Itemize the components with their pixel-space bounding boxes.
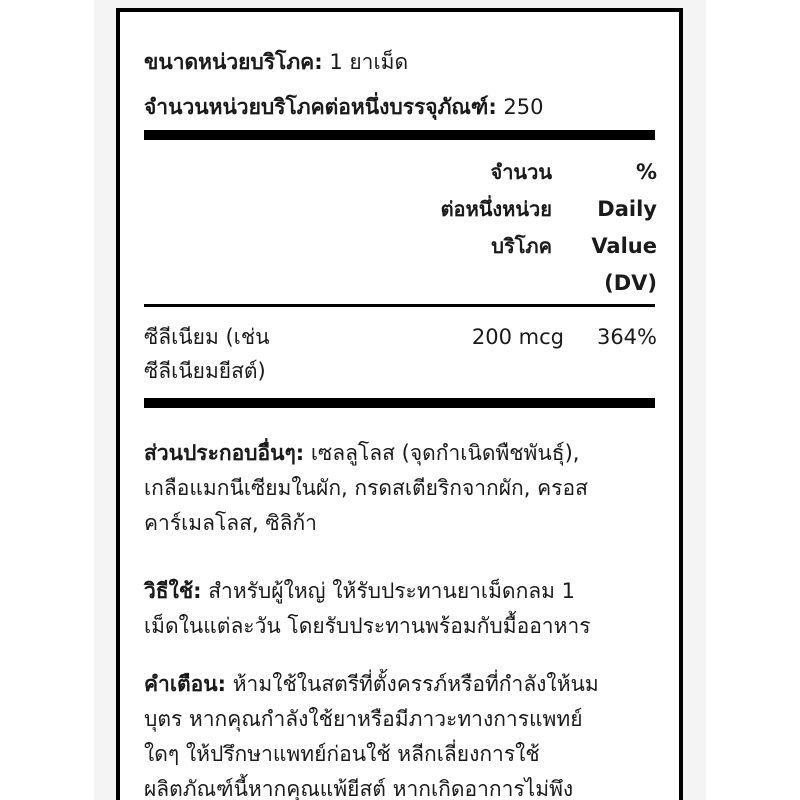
dv-header-line: Value bbox=[591, 234, 657, 258]
other-ingredients-section bbox=[144, 436, 655, 541]
nutrient-amount: 200 mcg bbox=[471, 325, 564, 349]
directions-section bbox=[144, 574, 655, 644]
directions-text: เม็ดในแต่ละวัน โดยรับประทานพร้อมกับมื้ออาหาร bbox=[144, 614, 591, 638]
nutrient-daily-value: 364% bbox=[596, 325, 657, 349]
serving-size-label: ขนาดหน่วยบริโภค: bbox=[144, 50, 323, 74]
other-ingredients-text: เซลลูโลส (จุดกำเนิดพืชพันธุ์), bbox=[310, 441, 580, 465]
servings-per-container-line bbox=[144, 94, 544, 120]
serving-size-value: 1 ยาเม็ด bbox=[329, 50, 409, 74]
thick-divider-top bbox=[144, 130, 655, 140]
warning-label: คำเตือน: bbox=[144, 672, 227, 696]
nutrient-name-line: ซีลีเนียมยีสต์) bbox=[144, 359, 266, 383]
amount-header-line: ต่อหนึ่งหน่วย bbox=[440, 197, 552, 221]
other-ingredients-label: ส่วนประกอบอื่นๆ: bbox=[144, 441, 305, 465]
supplement-facts-panel bbox=[116, 8, 683, 800]
thick-divider-bottom bbox=[144, 398, 655, 408]
dv-header-line: Daily bbox=[597, 197, 657, 221]
servings-per-container-label: จำนวนหน่วยบริโภคต่อหนึ่งบรรจุภัณฑ์: bbox=[144, 95, 497, 119]
warning-text: ผลิตภัณฑ์นี้หากคุณแพ้ยีสต์ หากเกิดอาการไม่พึง bbox=[144, 777, 574, 800]
warning-section bbox=[144, 667, 655, 800]
nutrient-name bbox=[144, 320, 344, 388]
header-divider bbox=[144, 304, 655, 307]
other-ingredients-text: เกลือแมกนีเซียมในผัก, กรดสเตียริกจากผัก, ครอส bbox=[144, 476, 588, 500]
warning-text: ห้ามใช้ในสตรีที่ตั้งครรภ์หรือที่กำลังให้นม bbox=[232, 672, 599, 696]
amount-header-line: บริโภค bbox=[491, 234, 552, 258]
directions-label: วิธีใช้: bbox=[144, 579, 202, 603]
warning-text: บุตร หากคุณกำลังใช้ยาหรือมีภาวะทางการแพทย์ bbox=[144, 707, 583, 731]
dv-header-line: (DV) bbox=[604, 271, 657, 295]
dv-header-line: % bbox=[635, 160, 657, 184]
daily-value-header bbox=[552, 154, 657, 302]
servings-per-container-value: 250 bbox=[503, 95, 544, 119]
amount-header-line: จำนวน bbox=[490, 160, 552, 184]
directions-text: สำหรับผู้ใหญ่ ให้รับประทานยาเม็ดกลม 1 bbox=[208, 579, 576, 603]
nutrient-name-line: ซีลีเนียม (เช่น bbox=[144, 325, 270, 349]
other-ingredients-text: คาร์เมลโลส, ซิลิก้า bbox=[144, 511, 317, 535]
warning-text: ใดๆ ให้ปรึกษาแพทย์ก่อนใช้ หลีกเลี่ยงการใช้ bbox=[144, 742, 540, 766]
amount-per-serving-header bbox=[362, 154, 552, 265]
serving-size-line bbox=[144, 49, 408, 75]
